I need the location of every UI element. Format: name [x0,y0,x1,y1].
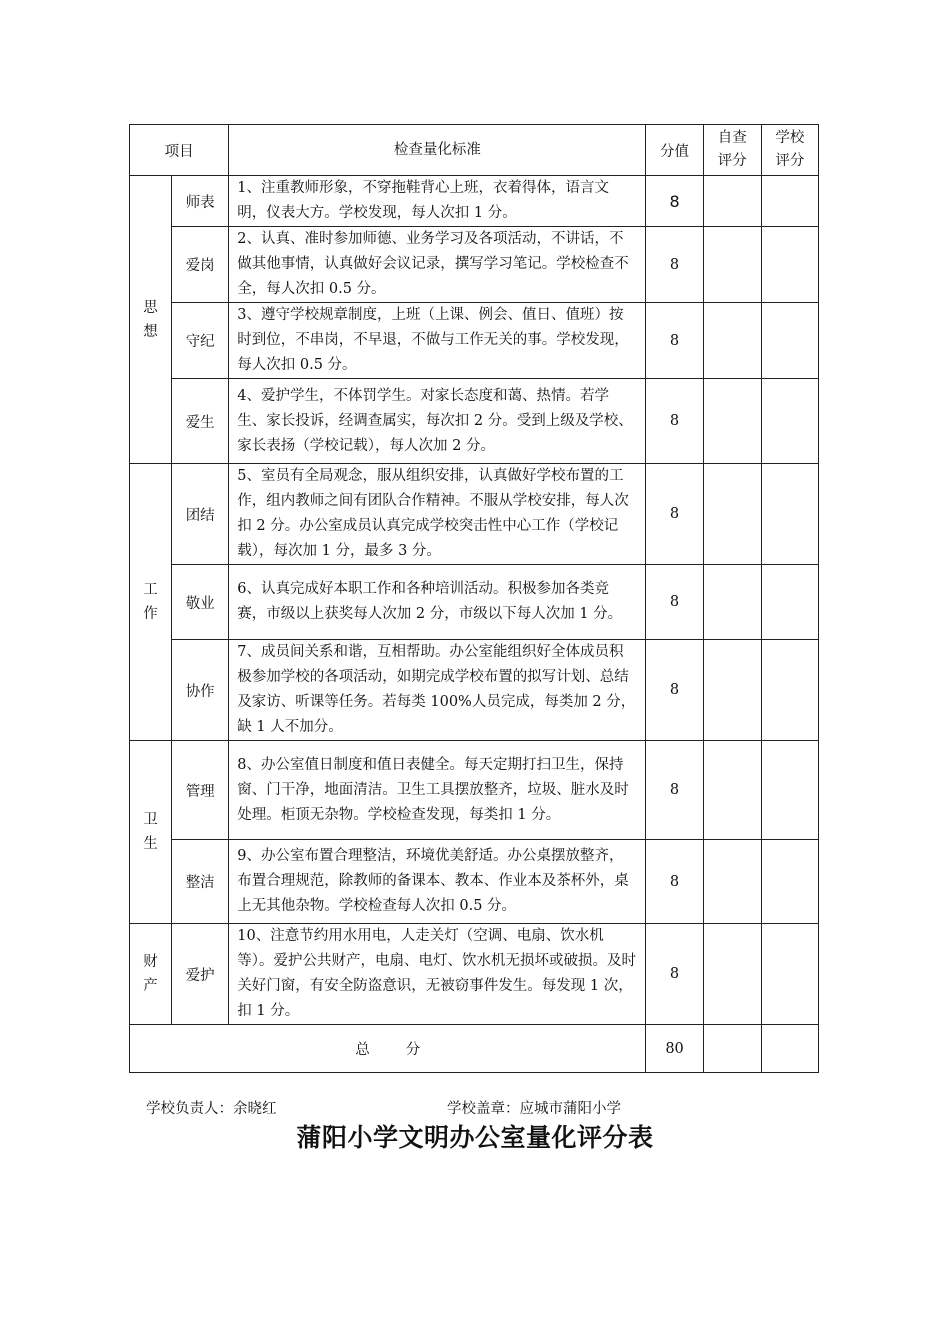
item-name: 团结 [172,464,229,565]
item-standard: 7、成员间关系和谐，互相帮助。办公室能组织好全体成员积极参加学校的各项活动，如期完成学校布置的拟写计划、总结及家访、听课等任务。若每类 100%人员完成，每类加 2 分，缺 1 人不加分。 [229,640,646,741]
item-value: 8 [646,840,703,924]
header-self-score-line2: 评分 [717,153,747,169]
item-standard: 1、注重教师形象，不穿拖鞋背心上班，衣着得体，语言文明，仪表大方。学校发现，每人次扣 1 分。 [229,176,646,227]
header-school-score-line1: 学校 [775,130,805,146]
self-score-cell[interactable] [703,565,761,640]
item-name: 爱生 [172,379,229,464]
principal-signature-line: 学校负责人：余晓红 [146,1101,277,1117]
school-score-cell[interactable] [761,379,818,464]
school-score-cell[interactable] [761,840,818,924]
school-seal-line: 学校盖章：应城市蒲阳小学 [447,1101,621,1117]
total-label-char: 分 [405,1042,421,1058]
item-value: 8 [646,741,703,840]
self-score-cell[interactable] [703,227,761,303]
item-standard: 8、办公室值日制度和值日表健全。每天定期打扫卫生，保持窗、门干净，地面清洁。卫生工具摆放整齐，垃圾、脏水及时处理。柜顶无杂物。学校检查发现，每类扣 1 分。 [229,741,646,840]
item-value: 8 [646,303,703,379]
total-school-score-cell[interactable] [761,1025,818,1073]
table-row [130,840,819,924]
self-score-cell[interactable] [703,303,761,379]
item-value: 8 [646,464,703,565]
school-score-cell[interactable] [761,464,818,565]
self-score-cell[interactable] [703,840,761,924]
item-standard: 9、办公室布置合理整洁，环境优美舒适。办公桌摆放整齐，布置合理规范，除教师的备课本、教本、作业本及茶杯外，桌上无其他杂物。学校检查每人次扣 0.5 分。 [229,840,646,924]
score-sheet [129,124,819,1073]
item-name: 协作 [172,640,229,741]
school-score-cell[interactable] [761,741,818,840]
header-school-score [761,125,818,176]
item-value: 8 [646,924,703,1025]
item-value: 8 [646,640,703,741]
score-table [129,124,819,1073]
table-row [130,379,819,464]
category-char: 思 [143,299,158,316]
item-name: 管理 [172,741,229,840]
self-score-cell[interactable] [703,176,761,227]
category-char: 作 [143,606,158,622]
category-thought [130,176,172,464]
self-score-cell[interactable] [703,464,761,565]
item-name: 师表 [172,176,229,227]
item-value: 8 [646,176,703,227]
table-row [130,176,819,227]
table-row [130,640,819,741]
category-char: 生 [143,836,158,852]
school-score-cell[interactable] [761,640,818,741]
category-char: 工 [143,582,158,598]
item-standard: 5、室员有全局观念，服从组织安排，认真做好学校布置的工作，组内教师之间有团队合作精神。不服从学校安排，每人次扣 2 分。办公室成员认真完成学校突击性中心工作（学校记载），每次加 1 分，最多 3 分。 [229,464,646,565]
table-row [130,303,819,379]
item-name: 整洁 [172,840,229,924]
self-score-cell[interactable] [703,640,761,741]
header-project: 项目 [130,125,229,176]
item-standard: 10、注意节约用水用电，人走关灯（空调、电扇、饮水机等）。爱护公共财产，电扇、电灯、饮水机无损坏或破损。及时关好门窗，有安全防盗意识，无被窃事件发生。每发现 1 次，扣 1 分。 [229,924,646,1025]
table-row [130,924,819,1025]
item-standard: 6、认真完成好本职工作和各种培训活动。积极参加各类竞赛，市级以上获奖每人次加 2 分，市级以下每人次加 1 分。 [229,565,646,640]
table-row [130,227,819,303]
school-score-cell[interactable] [761,924,818,1025]
school-score-cell[interactable] [761,565,818,640]
item-value: 8 [646,227,703,303]
category-char: 卫 [143,812,158,828]
item-standard: 2、认真、准时参加师德、业务学习及各项活动，不讲话，不做其他事情，认真做好会议记录，撰写学习笔记。学校检查不全，每人次扣 0.5 分。 [229,227,646,303]
item-name: 敬业 [172,565,229,640]
school-score-cell[interactable] [761,303,818,379]
header-school-score-line2: 评分 [775,153,805,169]
table-row [130,464,819,565]
table-header-row [130,125,819,176]
item-name: 爱护 [172,924,229,1025]
page-title: 蒲阳小学文明办公室量化评分表 [296,1123,654,1152]
total-label-char: 总 [355,1042,370,1058]
header-self-score [703,125,761,176]
item-standard: 3、遵守学校规章制度，上班（上课、例会、值日、值班）按时到位，不串岗，不早退，不做与工作无关的事。学校发现，每人次扣 0.5 分。 [229,303,646,379]
total-value: 80 [646,1025,703,1073]
table-row [130,565,819,640]
school-score-cell[interactable] [761,227,818,303]
total-label [130,1025,646,1073]
header-standard: 检查量化标准 [229,125,646,176]
category-hygiene [130,741,172,924]
item-name: 爱岗 [172,227,229,303]
self-score-cell[interactable] [703,924,761,1025]
header-value: 分值 [646,125,703,176]
item-standard: 4、爱护学生，不体罚学生。对家长态度和蔼、热情。若学生、家长投诉，经调查属实，每次扣 2 分。受到上级及学校、家长表扬（学校记载），每人次加 2 分。 [229,379,646,464]
category-property [130,924,172,1025]
category-work [130,464,172,741]
item-name: 守纪 [172,303,229,379]
total-row [130,1025,819,1073]
category-char: 产 [143,978,158,994]
total-self-score-cell[interactable] [703,1025,761,1073]
item-value: 8 [646,565,703,640]
category-char: 想 [143,323,158,340]
table-row [130,741,819,840]
category-char: 财 [143,954,158,970]
self-score-cell[interactable] [703,741,761,840]
item-value: 8 [646,379,703,464]
header-self-score-line1: 自查 [717,130,747,146]
school-score-cell[interactable] [761,176,818,227]
self-score-cell[interactable] [703,379,761,464]
